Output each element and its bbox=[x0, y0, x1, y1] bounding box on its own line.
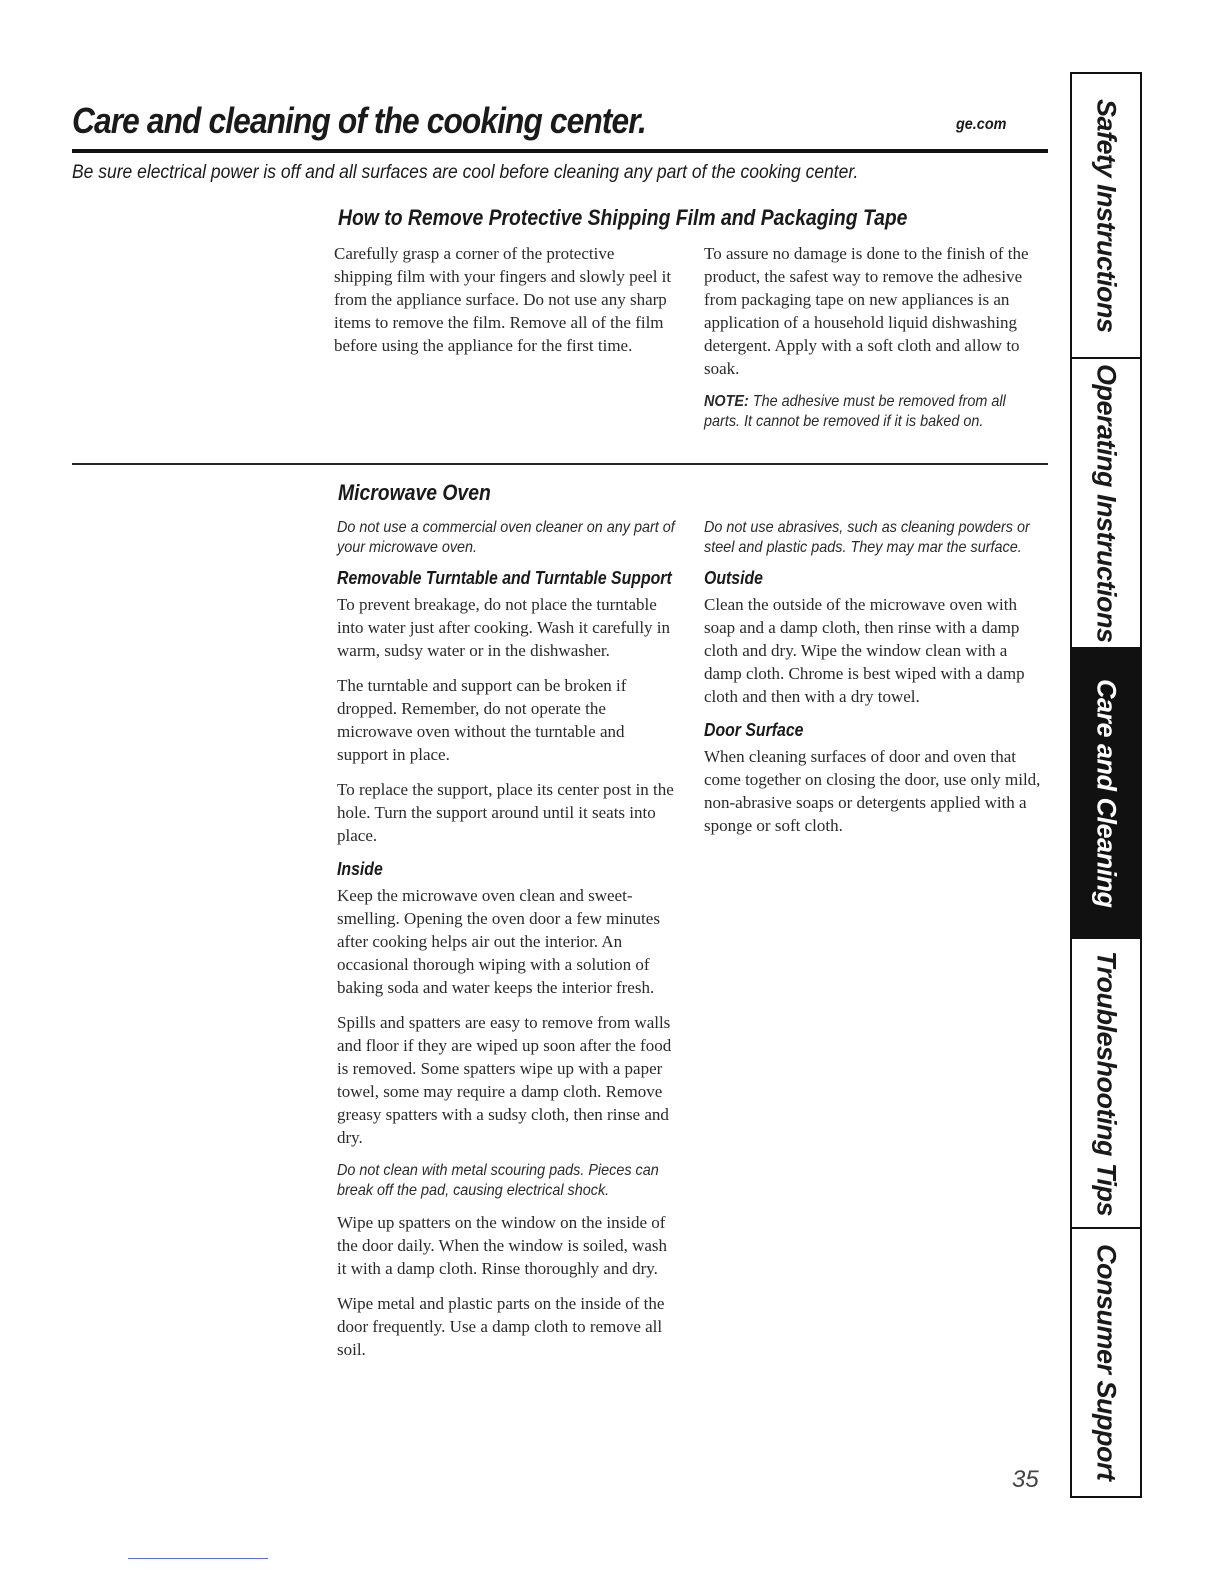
shipping-left-column bbox=[334, 242, 674, 369]
turntable-paragraph-1: To prevent breakage, do not place the turntable into water just after cooking. Wash it carefully in warm, sudsy water or in the dishwasher. bbox=[337, 595, 671, 660]
microwave-left-column bbox=[337, 518, 677, 1373]
outside-heading: Outside bbox=[704, 568, 763, 588]
shipping-note bbox=[704, 392, 1044, 432]
shipping-right-text: To assure no damage is done to the finish of the product, the safest way to remove the adhesive from packaging tape on new appliances is an application of a household liquid dishwashing detergent. Apply with a soft cloth and allow to soak. bbox=[704, 244, 1029, 378]
note-text: The adhesive must be removed from all parts. It cannot be removed if it is baked on. bbox=[704, 393, 1006, 430]
door-surface-text: When cleaning surfaces of door and oven that come together on closing the door, use only mild, non-abrasive soaps or detergents applied with a sponge or soft cloth. bbox=[704, 747, 1041, 835]
tab-label: Consumer Support bbox=[1091, 1244, 1122, 1481]
tab-label: Troubleshooting Tips bbox=[1091, 950, 1122, 1216]
tab-consumer-support[interactable] bbox=[1072, 1229, 1140, 1496]
microwave-right-column bbox=[704, 518, 1044, 849]
turntable-heading: Removable Turntable and Turntable Support bbox=[337, 568, 672, 588]
turntable-paragraph-3: To replace the support, place its center post in the hole. Turn the support around until it seats into place. bbox=[337, 780, 674, 845]
tab-label: Care and Cleaning bbox=[1091, 678, 1122, 908]
abrasives-warning: Do not use abrasives, such as cleaning powders or steel and plastic pads. They may mar the surface. bbox=[704, 519, 1030, 556]
oven-cleaner-warning: Do not use a commercial oven cleaner on any part of your microwave oven. bbox=[337, 519, 675, 556]
turntable-paragraph-2: The turntable and support can be broken if dropped. Remember, do not operate the microwave oven without the turntable and support in place. bbox=[337, 676, 627, 764]
tab-safety-instructions[interactable] bbox=[1072, 74, 1140, 359]
safety-subtitle: Be sure electrical power is off and all surfaces are cool before cleaning any part of the cooking center. bbox=[72, 162, 859, 183]
inside-paragraph-4: Wipe metal and plastic parts on the inside of the door frequently. Use a damp cloth to remove all soil. bbox=[337, 1294, 665, 1359]
footer-line bbox=[128, 1558, 268, 1559]
shipping-right-column bbox=[704, 242, 1044, 442]
site-url: ge.com bbox=[956, 116, 1007, 133]
note-label: NOTE: bbox=[704, 393, 749, 410]
section-tabs bbox=[1070, 72, 1142, 1498]
page-title: Care and cleaning of the cooking center. bbox=[72, 100, 646, 141]
microwave-heading: Microwave Oven bbox=[338, 480, 491, 505]
tab-troubleshooting-tips[interactable] bbox=[1072, 939, 1140, 1229]
tab-care-and-cleaning[interactable] bbox=[1072, 649, 1140, 939]
scouring-pad-warning: Do not clean with metal scouring pads. Pieces can break off the pad, causing electrical shock. bbox=[337, 1162, 659, 1199]
outside-text: Clean the outside of the microwave oven with soap and a damp cloth, then rinse with a damp cloth and dry. Wipe the window clean with a damp cloth. Chrome is best wiped with a damp cloth and then with a dry towel. bbox=[704, 595, 1025, 706]
inside-paragraph-1: Keep the microwave oven clean and sweet-smelling. Opening the oven door a few minutes after cooking helps air out the interior. An occasional thorough wiping with a solution of baking soda and water keeps the interior fresh. bbox=[337, 886, 660, 997]
inside-paragraph-3: Wipe up spatters on the window on the inside of the door daily. When the window is soiled, wash it with a damp cloth. Rinse thoroughly and dry. bbox=[337, 1213, 668, 1278]
inside-paragraph-2: Spills and spatters are easy to remove from walls and floor if they are wiped up soon after the food is removed. Some spatters wipe up with a paper towel, some may require a damp cloth. Remove greasy spatters with a sudsy cloth, then rinse and dry. bbox=[337, 1013, 672, 1147]
header-rule bbox=[72, 149, 1048, 153]
section-divider bbox=[72, 463, 1048, 465]
tab-label: Safety Instructions bbox=[1091, 98, 1122, 333]
page-number: 35 bbox=[1012, 1466, 1039, 1493]
inside-heading: Inside bbox=[337, 859, 383, 879]
tab-label: Operating Instructions bbox=[1091, 363, 1122, 643]
shipping-left-text: Carefully grasp a corner of the protective shipping film with your fingers and slowly peel it from the appliance surface. Do not use any sharp items to remove the film. Remove all of the film before using the appliance for the first time. bbox=[334, 244, 672, 355]
door-surface-heading: Door Surface bbox=[704, 720, 804, 740]
shipping-heading: How to Remove Protective Shipping Film and Packaging Tape bbox=[338, 205, 908, 230]
tab-operating-instructions[interactable] bbox=[1072, 359, 1140, 649]
